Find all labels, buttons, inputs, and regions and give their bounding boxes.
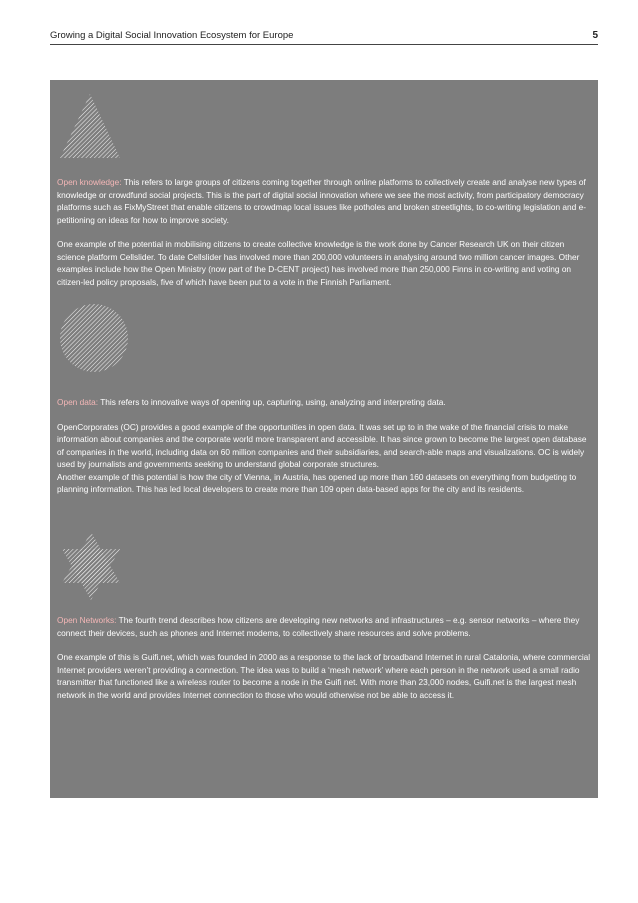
document-title: Growing a Digital Social Innovation Ecosystem for Europe bbox=[50, 29, 294, 41]
open-data-intro: Open data: This refers to innovative ways of opening up, capturing, using, analyzing and interpreting data. bbox=[57, 397, 446, 407]
open-knowledge-intro: Open knowledge: This refers to large groups of citizens coming together through online platforms to collectively create and analyse new types of knowledge or crowdfund social projects. This is the part of digital social innovation where we see the most activity, from participatory democracy platforms such as FixMyStreet that enable citizens to crowdmap local issues like potholes and broken streetlights, to co-writing legislation and e-petitioning on ideas for how to improve society. bbox=[57, 177, 586, 225]
hatched-triangle-icon bbox=[58, 92, 122, 160]
open-networks-example: One example of this is Guifi.net, which was founded in 2000 as a response to the lack of broadband Internet in rural Catalonia, where commercial Internet providers weren’t providing a connection. The idea was to build a ‘mesh network’ where each person in the network used a small radio transmitter that functioned like a wireless router to become a node in the Guifi net. With more than 23,000 nodes, Guifi.net is the largest mesh network in the world and provides Internet connection to those who would otherwise not be able to access it. bbox=[57, 652, 591, 700]
hatched-circle-icon bbox=[58, 302, 130, 374]
open-data-example-vienna: Another example of this potential is how the city of Vienna, in Austria, has opened up more than 160 datasets on everything from budgeting to planning information. This has led local developers to create more than 109 open data-based apps for the city and its residents. bbox=[57, 471, 577, 494]
open-knowledge-example: One example of the potential in mobilising citizens to create collective knowledge is the work done by Cancer Research UK on their citizen science platform Cellslider. To date Cellslider has involved more than 200,000 volunteers in analysing around two million cancer images. Other examples include how the Open Ministry (now part of the D-CENT project) has involved more than 250,000 Finns in co-writing and voting on citizen-led policy proposals, five of which have been put to a vote in the Finnish Parliament. bbox=[57, 239, 580, 287]
open-networks-intro: Open Networks: The fourth trend describes how citizens are developing new networks and infrastructures – e.g. sensor networks – where they connect their devices, such as phones and Internet modems, to collectively share resources and solve problems. bbox=[57, 615, 580, 638]
open-data-heading: Open data: bbox=[57, 397, 99, 407]
page-number: 5 bbox=[592, 29, 598, 41]
page-header bbox=[50, 26, 598, 44]
open-data-example: OpenCorporates (OC) provides a good example of the opportunities in open data. It was set up to in the wake of the financial crisis to make information about companies and the corporate world more transparent and accessible. It has since grown to become the largest open database of companies in the world, including data on 60 million companies and their subsidiaries, and search-able maps and visualizations. OC is widely used by journalists and governments seeking to understand global corporate structures. bbox=[57, 421, 587, 469]
open-knowledge-section bbox=[57, 176, 591, 288]
open-networks-heading: Open Networks: bbox=[57, 615, 117, 625]
hatched-star-icon bbox=[58, 530, 124, 602]
open-knowledge-heading: Open knowledge: bbox=[57, 177, 122, 187]
open-networks-section bbox=[57, 614, 591, 701]
open-data-section bbox=[57, 396, 591, 496]
header-rule bbox=[50, 44, 598, 45]
